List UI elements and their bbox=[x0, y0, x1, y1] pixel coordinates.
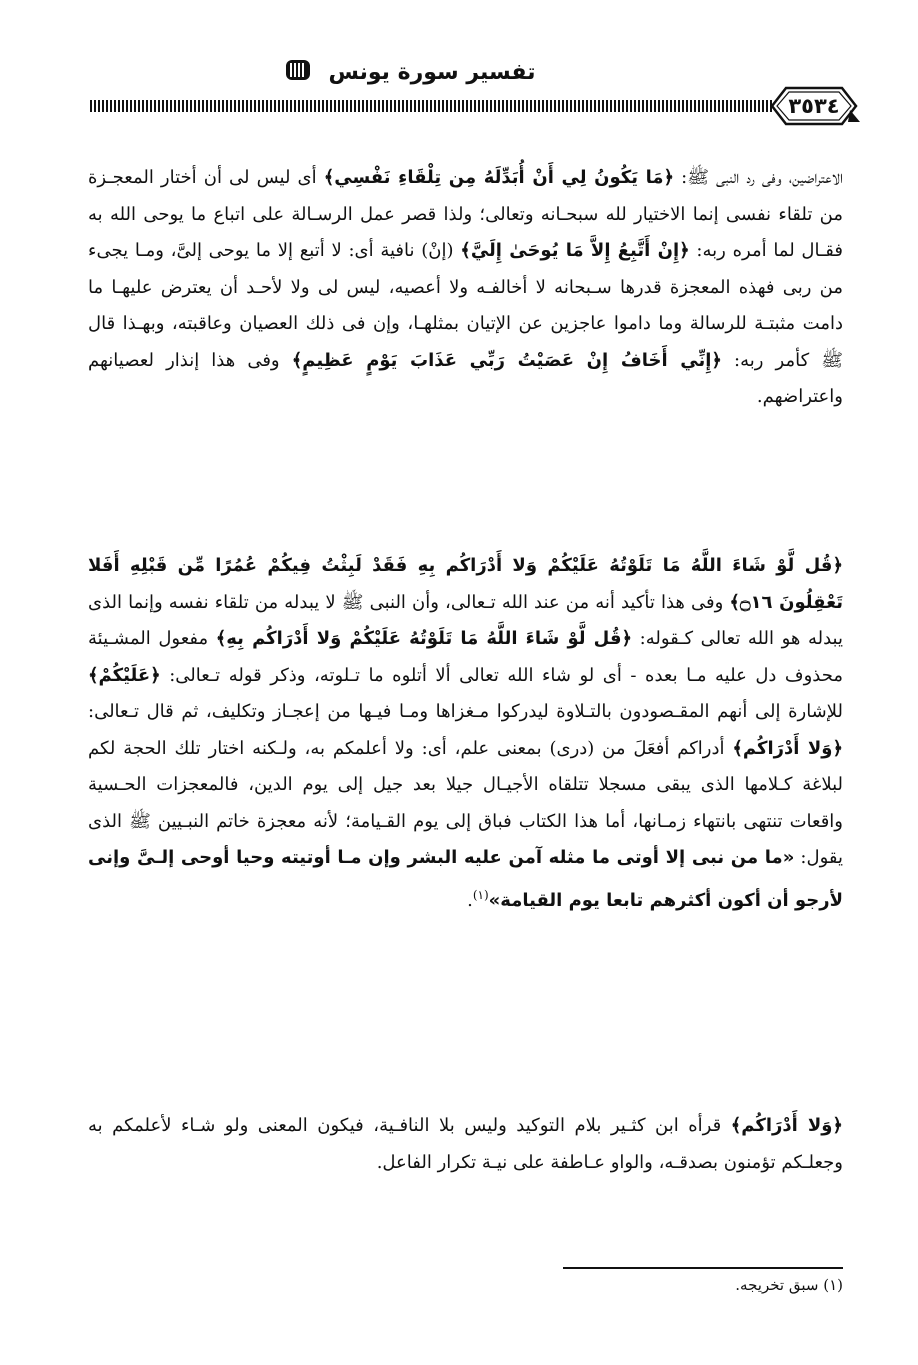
running-header bbox=[0, 52, 820, 92]
quran-verse: ﴿وَلا أَدْرَاكُم﴾ bbox=[732, 737, 843, 759]
text-run: أدراكم أفعَلَ من (درى) بمعنى علم، أى: ولا أعلمكم به، ولـكنه اختار تلك الحجة لكم لبلاغة كـلامها الذى يبقى مسجلا تتلقاه الأجيـال جيلا بعد جيل إلى يوم الدين، فالمعجزات الحـسية واقعات تنتهى بانتهاء زمـانها، أما هذا الكتاب فباق إلى يوم القـيامة؛ لأنه معجزة خاتم النبـيين ﷺ الذى يقول: bbox=[88, 737, 843, 868]
hadith-quote: «ما من نبى إلا أوتى ما مثله آمن عليه البشر وإن مـا أوتيته وحيا أوحى إلـىَّ وإنى لأرجو أن أكون أكثرهم تابعا يوم القيامة» bbox=[88, 847, 843, 911]
paragraph-3 bbox=[88, 1108, 843, 1181]
running-title: تفسير سورة يونس bbox=[328, 59, 536, 85]
text-run: أى ليس لى أن أختار المعجـزة من تلقاء نفسى إنما الاختيار لله سبحـانه وتعالى؛ ولذا قصر عمل الرسـالة على اتباع ما يوحى الله به فقـال لما أمره ربه: bbox=[88, 167, 843, 261]
text-run: وفى هذا إنذار لعصيانهم واعتراضهم. bbox=[88, 349, 843, 407]
page-number-badge bbox=[764, 82, 864, 130]
header-rule bbox=[90, 100, 772, 112]
paragraph-3-text bbox=[88, 1108, 843, 1181]
page-number: ٣٥٣٤ bbox=[788, 94, 840, 118]
text-run: وفى هذا تأكيد أنه من عند الله تـعالى، وأن النبى ﷺ لا يبدله من تلقاء نفسه وإنما الذى يبدله هو الله تعالى كـقوله: bbox=[88, 591, 843, 649]
footnote-marker: (١) bbox=[472, 887, 489, 902]
ornament-icon bbox=[285, 58, 311, 86]
quran-verse: ﴿قُل لَّوْ شَاءَ اللَّهُ مَا تَلَوْتُهُ عَلَيْكُمْ وَلا أَدْرَاكُم بِهِ﴾ bbox=[215, 628, 633, 649]
text-run: الاعتراضين، وفى رد النبى ﷺ: bbox=[674, 167, 843, 188]
text-run: للإشارة إلى أنهم المقـصودون بالتـلاوة ليدركوا مـغزاها ومـا فيـها من إعجـاز وتكليف، ثم قال تـعالى: bbox=[88, 701, 843, 722]
quran-verse: ﴿إِنِّي أَخَافُ إِنْ عَصَيْتُ رَبِّي عَذَابَ يَوْمٍ عَظِيمٍ﴾ bbox=[291, 349, 722, 371]
paragraph-1-text bbox=[88, 160, 843, 416]
text-run: (إنْ) نافية أى: لا أتبع إلا ما يوحى إلىَّ، ومـا يجىء من ربى فهذه المعجزة قدرها سـبحانه لا أخالفـه ولا أعصيه، ليس لى ولا لأحـد أن يعترض عليهـا ما دامت مثبتـة للرسالة وما داموا عاجزين عن الإتيان بمثلهـا، وإن فى ذلك العصيان وعاقبته، وبهـذا قال ﷺ كأمر ربه: bbox=[88, 240, 843, 371]
text-run: مفعول المشـيئة محذوف دل عليه مـا بعده - أى لو شاء الله تعالى ألا أتلوه ما تـلوته، وذكر قوله تـعالى: bbox=[88, 628, 843, 686]
footnote-divider bbox=[563, 1267, 843, 1269]
paragraph-2 bbox=[88, 548, 843, 919]
quran-verse: ﴿إِنْ أَتَّبِعُ إِلاَّ مَا يُوحَىٰ إِلَيَّ﴾ bbox=[460, 240, 690, 261]
paragraph-2-text bbox=[88, 548, 843, 919]
quran-verse: ﴿عَلَيْكُمْ﴾ bbox=[88, 664, 161, 686]
paragraph-1 bbox=[88, 160, 843, 416]
quran-verse: ﴿مَا يَكُونُ لِي أَنْ أُبَدِّلَهُ مِن تِلْقَاءِ نَفْسِي﴾ bbox=[323, 167, 675, 188]
footnote: (١) سبق تخريجه. bbox=[735, 1276, 843, 1294]
text-run: قرأه ابن كثـير بلام التوكيد وليس بلا النافـية، فيكون المعنى ولو شـاء لأعلمكم به وجعلـكم تؤمنون بصدقـه، والواو عـاطفة على نيـة تكرار الفاعل. bbox=[88, 1115, 843, 1173]
quran-verse: ﴿وَلا أَدْرَاكُم﴾ bbox=[730, 1115, 843, 1136]
quran-verse: ﴿قُل لَّوْ شَاءَ اللَّهُ مَا تَلَوْتُهُ عَلَيْكُمْ وَلا أَدْرَاكُم بِهِ فَقَدْ لَبِثْتُ فِيكُمْ عُمُرًا مِّن قَبْلِهِ أَفَلا تَعْقِلُونَ ۝١٦﴾ bbox=[88, 555, 844, 613]
text-run: . bbox=[467, 889, 473, 911]
